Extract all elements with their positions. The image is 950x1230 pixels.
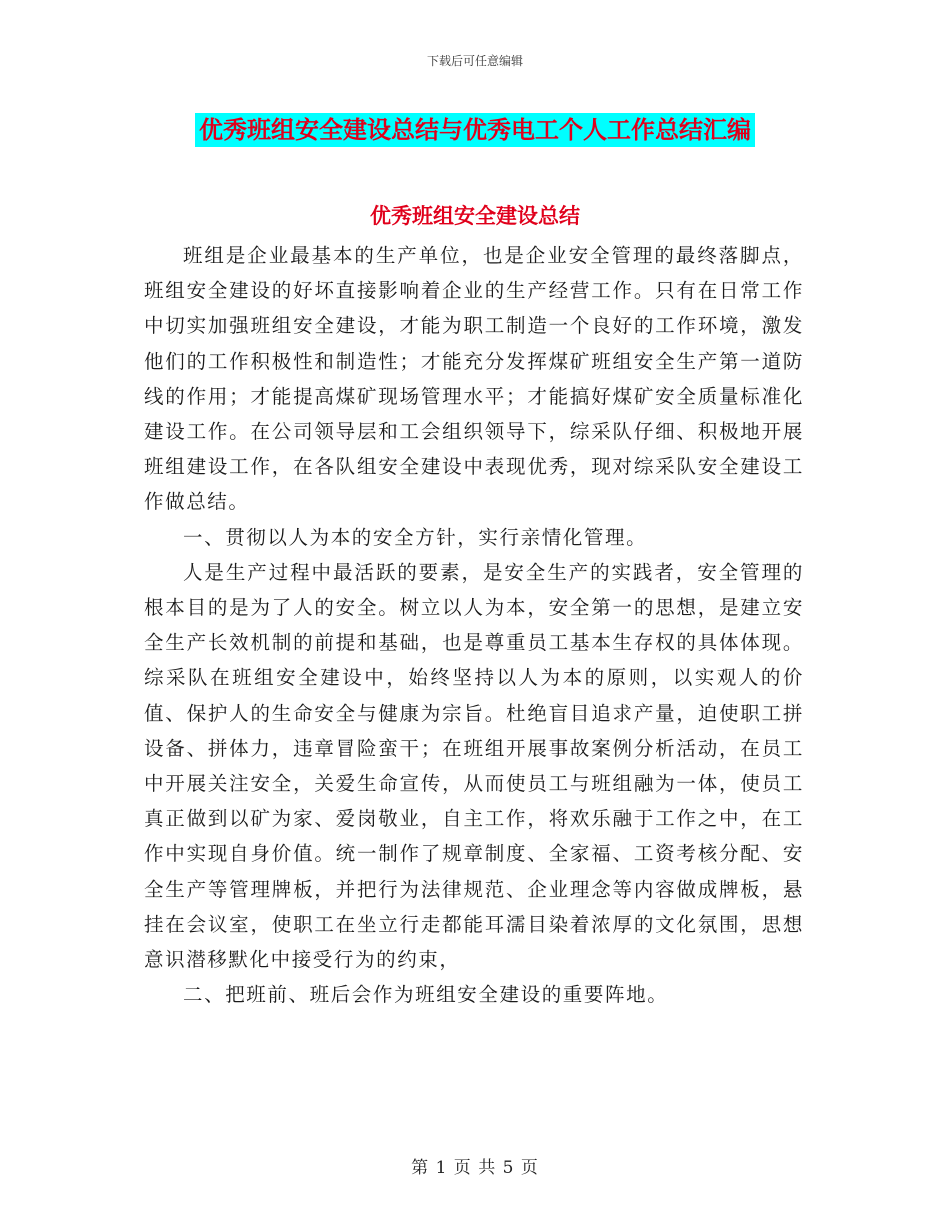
paragraph-people-first: 人是生产过程中最活跃的要素，是安全生产的实践者，安全管理的根本目的是为了人的安全。树立以人为本，安全第一的思想，是建立安全生产长效机制的前提和基础，也是尊重员工基本生存权的具体体现。综采队在班组安全建设中，始终坚持以人为本的原则，以实观人的价值、保护人的生命安全与健康为宗旨。杜绝盲目追求产量，迫使职工拼设备、拼体力，违章冒险蛮干；在班组开展事故案例分析活动，在员工中开展关注安全，关爱生命宣传，从而使员工与班组融为一体，使员工真正做到以矿为家、爱岗敬业，自主工作，将欢乐融于工作之中，在工作中实现自身价值。统一制作了规章制度、全家福、工资考核分配、安全生产等管理牌板，并把行为法律规范、企业理念等内容做成牌板，悬挂在会议室，使职工在坐立行走都能耳濡目染着浓厚的文化氛围，思想意识潜移默化中接受行为的约束， [144,560,804,972]
page-footer: 第 1 页 共 5 页 [411,1158,539,1178]
body-text [144,238,804,1012]
heading-one: 一、贯彻以人为本的安全方针，实行亲情化管理。 [183,525,648,549]
document-title: 优秀班组安全建设总结与优秀电工个人工作总结汇编 [195,113,755,147]
section-title: 优秀班组安全建设总结 [370,203,580,228]
header-note: 下载后可任意编辑 [426,54,523,68]
heading-two: 二、把班前、班后会作为班组安全建设的重要阵地。 [183,983,669,1007]
paragraph-intro: 班组是企业最基本的生产单位，也是企业安全管理的最终落脚点，班组安全建设的好坏直接影响着企业的生产经营工作。只有在日常工作中切实加强班组安全建设，才能为职工制造一个良好的工作环境，激发他们的工作积极性和制造性；才能充分发挥煤矿班组安全生产第一道防线的作用；才能提高煤矿现场管理水平；才能搞好煤矿安全质量标准化建设工作。在公司领导层和工会组织领导下，综采队仔细、积极地开展班组建设工作，在各队组安全建设中表现优秀，现对综采队安全建设工作做总结。 [144,244,804,514]
